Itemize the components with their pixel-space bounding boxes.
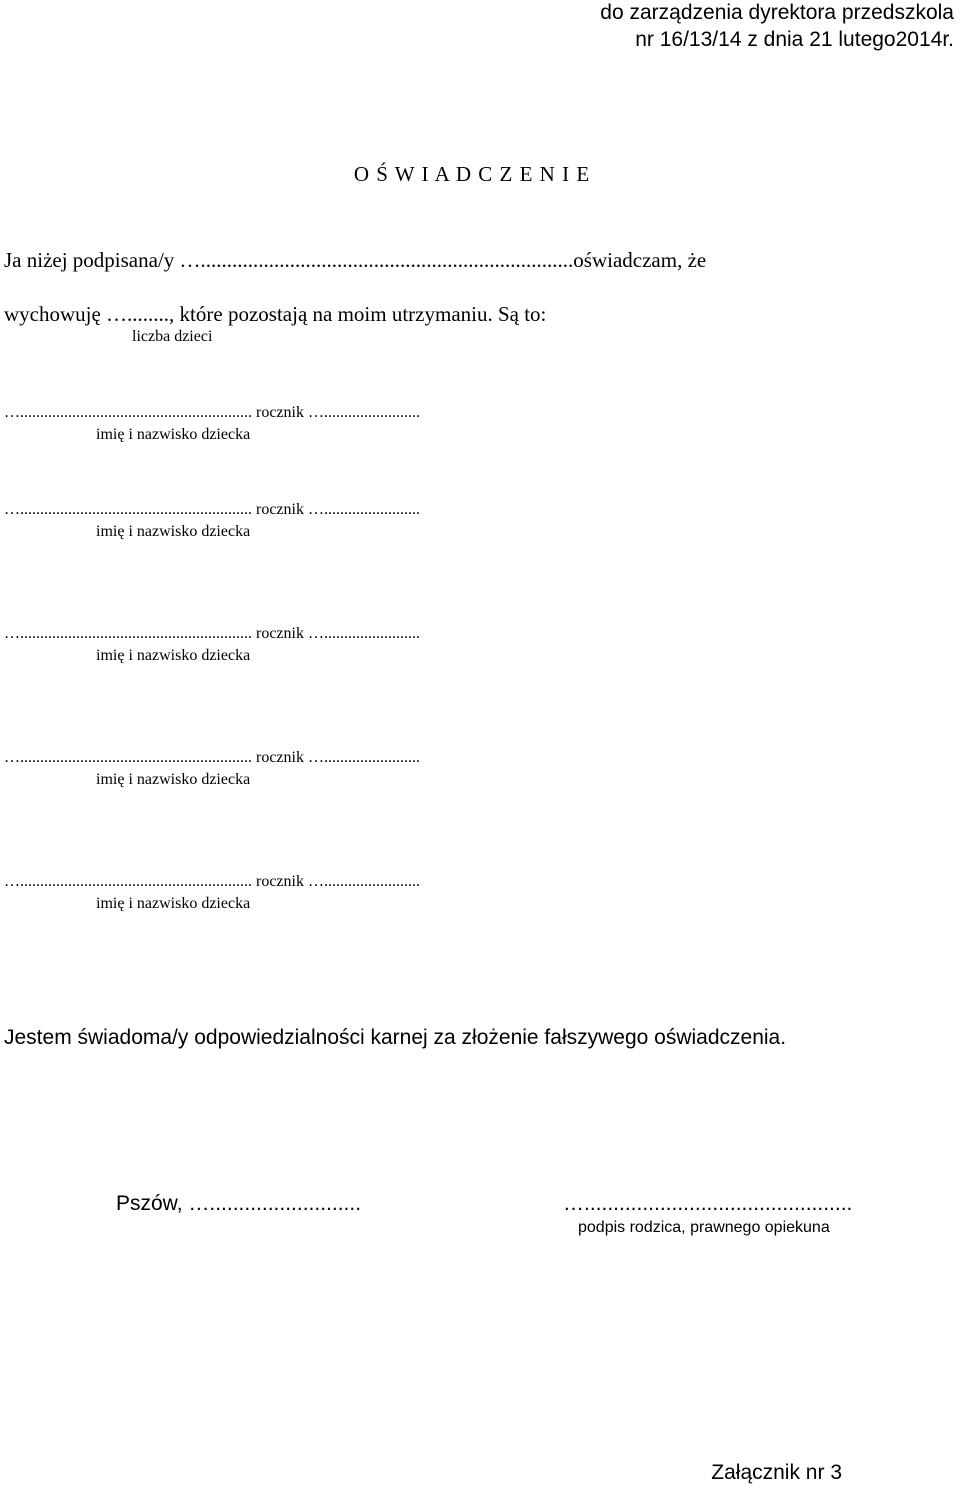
child-entry-line: ….......................................................... rocznik …........................ — [4, 404, 420, 421]
child-entry-line: ….......................................................... rocznik …........................ — [4, 749, 420, 766]
child-entry-line: ….......................................................... rocznik …........................ — [4, 873, 420, 890]
children-count-caption: liczba dzieci — [132, 328, 213, 345]
child-entry-caption: imię i nazwisko dziecka — [96, 647, 251, 664]
header-line-1: do zarządzenia dyrektora przedszkola — [600, 1, 954, 24]
page-title: O Ś W I A D C Z E N I E — [353, 162, 591, 186]
place-date-field: Pszów, ….......................... — [116, 1192, 362, 1215]
child-entry-caption: imię i nazwisko dziecka — [96, 426, 251, 443]
signature-line: ….............................................. — [563, 1192, 853, 1215]
header-line-2: nr 16/13/14 z dnia 21 lutego2014r. — [635, 28, 954, 51]
liability-statement: Jestem świadoma/y odpowiedzialności karnej za złożenie fałszywego oświadczenia. — [4, 1026, 787, 1049]
child-entry-caption: imię i nazwisko dziecka — [96, 523, 251, 540]
child-entry-line: ….......................................................... rocznik …........................ — [4, 501, 420, 518]
declarant-line: Ja niżej podpisana/y ….......................................................................oświadczam, że — [4, 248, 707, 272]
child-entry-caption: imię i nazwisko dziecka — [96, 895, 251, 912]
attachment-label: Załącznik nr 3 — [711, 1461, 842, 1484]
child-entry-line: ….......................................................... rocznik …........................ — [4, 625, 420, 642]
child-entry-caption: imię i nazwisko dziecka — [96, 771, 251, 788]
children-count-line: wychowuję …........, które pozostają na moim utrzymaniu. Są to: — [4, 302, 547, 326]
signature-caption: podpis rodzica, prawnego opiekuna — [578, 1219, 830, 1236]
